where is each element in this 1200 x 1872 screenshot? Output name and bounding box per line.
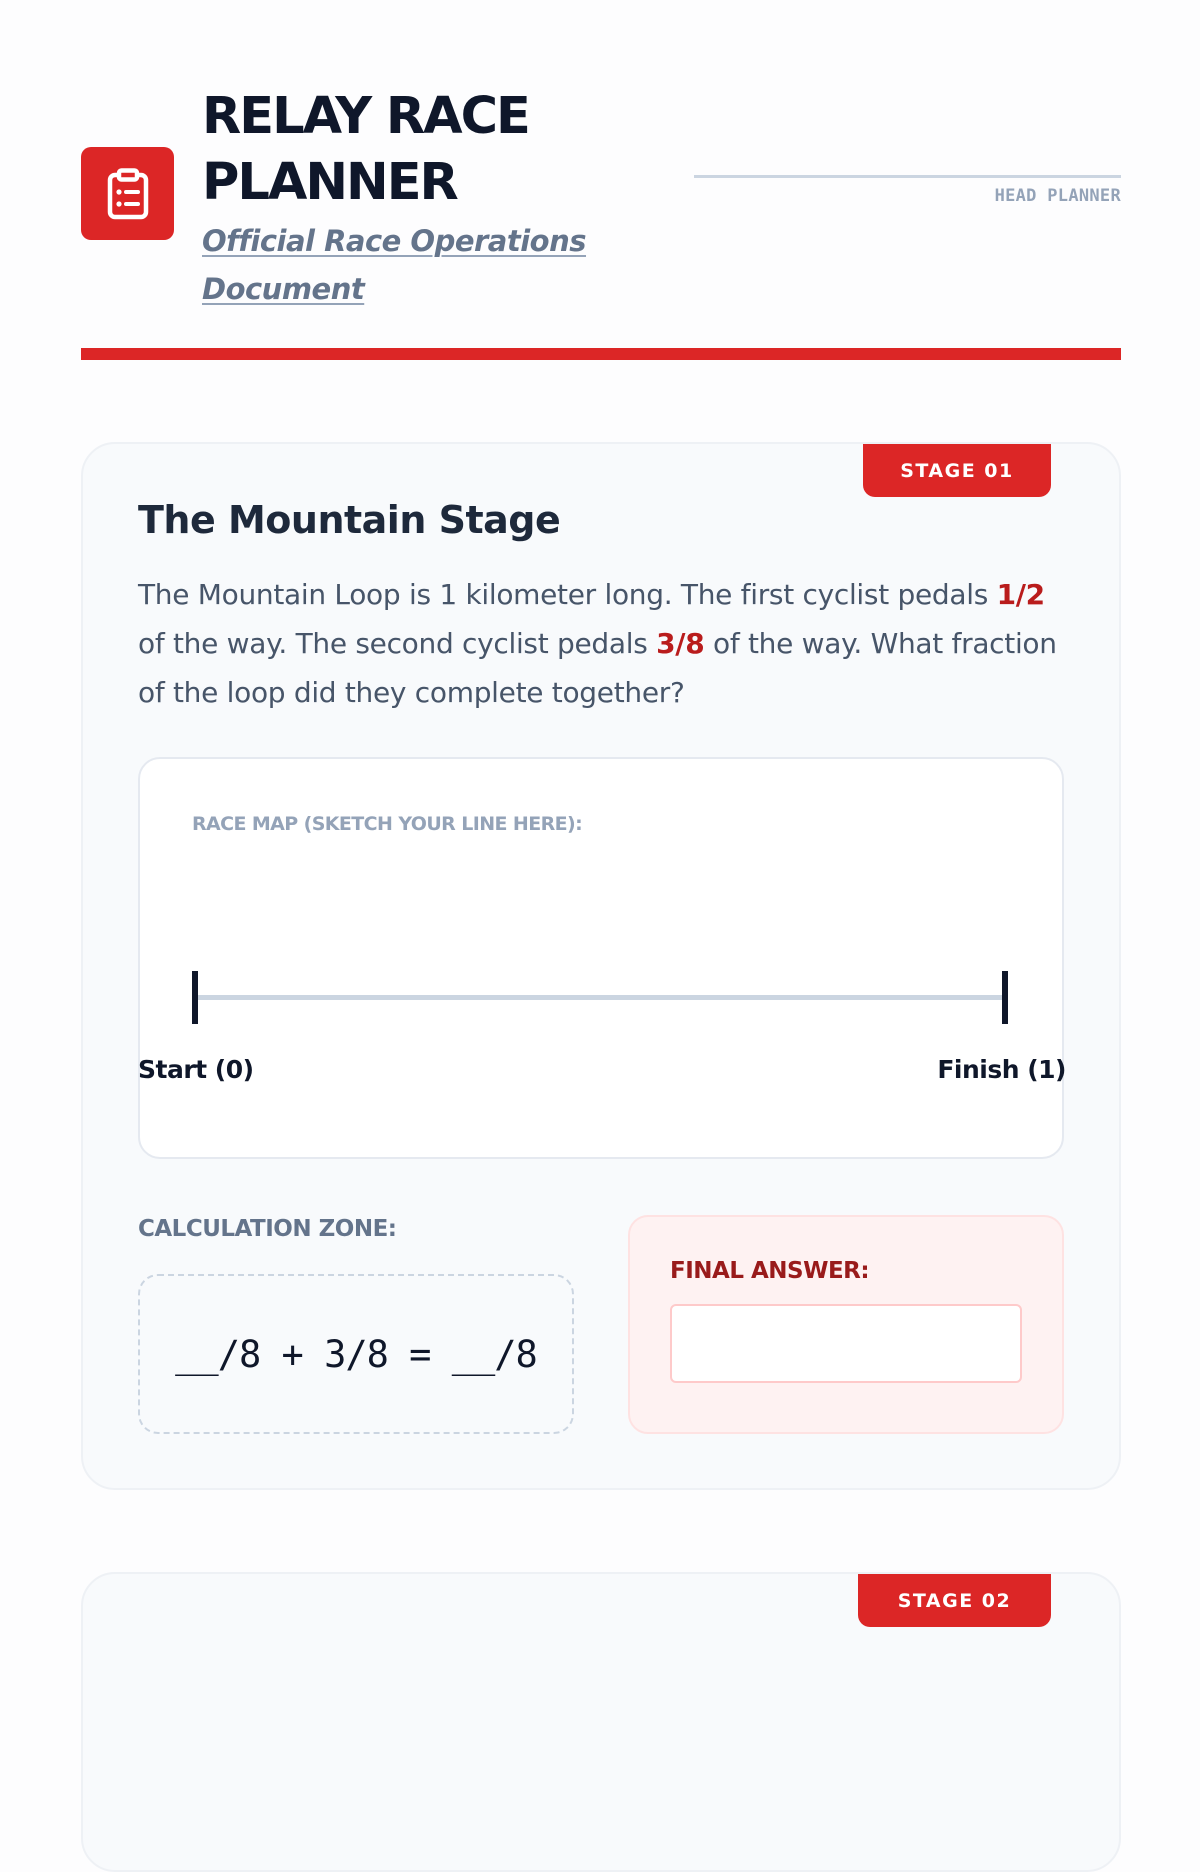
page-subtitle: Official Race Operations Document <box>202 224 587 306</box>
stage-badge: STAGE 01 <box>863 444 1051 497</box>
calculation-zone-label: CALCULATION ZONE: <box>138 1216 397 1242</box>
stage-title: The Mountain Stage <box>138 498 561 542</box>
finish-label: Finish (1) <box>937 1055 1066 1084</box>
clipboard-icon <box>107 169 149 219</box>
number-line <box>195 995 1005 1000</box>
signature-label: HEAD PLANNER <box>994 186 1121 206</box>
problem-text-part: of the way. What fraction of the loop did they complete together? <box>138 627 1057 709</box>
header-divider <box>81 348 1121 360</box>
problem-text-part: of the way. The second cyclist pedals <box>138 627 657 660</box>
stage-badge: STAGE 02 <box>858 1574 1051 1627</box>
start-label: Start (0) <box>138 1055 254 1084</box>
title-block <box>202 84 622 313</box>
problem-text-part: The Mountain Loop is 1 kilometer long. The first cyclist pedals <box>138 578 997 611</box>
race-map-label: RACE MAP (SKETCH YOUR LINE HERE): <box>192 813 583 835</box>
page-title: RELAY RACE PLANNER <box>202 87 529 212</box>
calculation-zone[interactable]: __/8 + 3/8 = __/8 <box>138 1274 574 1434</box>
final-answer-label: FINAL ANSWER: <box>670 1258 870 1284</box>
final-answer-input[interactable] <box>670 1304 1022 1383</box>
finish-tick <box>1002 971 1008 1024</box>
fraction-highlight: 3/8 <box>656 627 705 660</box>
start-tick <box>192 971 198 1024</box>
logo-badge <box>81 147 174 240</box>
fraction-highlight: 1/2 <box>996 578 1045 611</box>
problem-text <box>138 570 1078 717</box>
signature-line[interactable] <box>694 175 1121 178</box>
